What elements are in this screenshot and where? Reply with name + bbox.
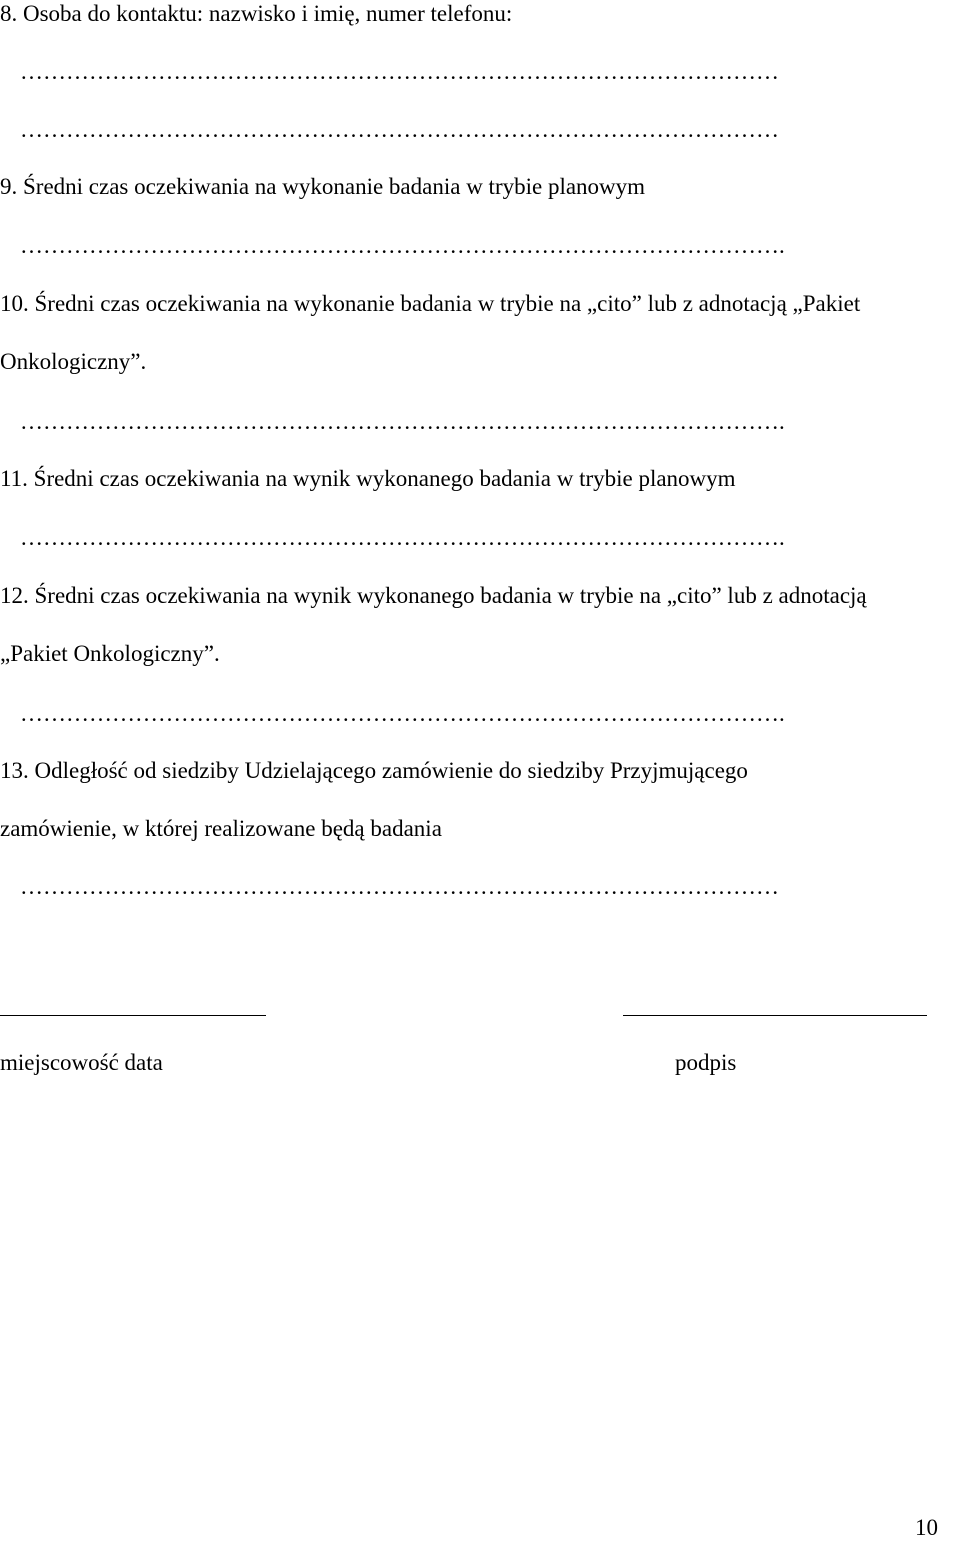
question-12-label-line-1: 12. Średni czas oczekiwania na wynik wykonanego badania w trybie na „cito” lub z adnotacją (0, 583, 867, 608)
question-11-answer-line[interactable]: ………………………………………………………………………………………. (20, 525, 785, 550)
question-13-answer-line[interactable]: ……………………………………………………………………………………… (20, 874, 779, 899)
question-9-label: 9. Średni czas oczekiwania na wykonanie badania w trybie planowym (0, 174, 646, 199)
question-13-label-line-1: 13. Odległość od siedziby Udzielającego zamówienie do siedziby Przyjmującego (0, 758, 748, 783)
question-8-label: 8. Osoba do kontaktu: nazwisko i imię, numer telefonu: (0, 1, 513, 26)
question-10-label-line-1: 10. Średni czas oczekiwania na wykonanie badania w trybie na „cito” lub z adnotacją „Pakiet (0, 291, 861, 316)
page-number: 10 (915, 1515, 938, 1540)
signature-label: podpis (675, 1050, 737, 1075)
question-13-label-line-2: zamówienie, w której realizowane będą badania (0, 816, 442, 841)
question-9-answer-line[interactable]: ………………………………………………………………………………………. (20, 233, 785, 258)
question-10-answer-line[interactable]: ………………………………………………………………………………………. (20, 409, 785, 434)
signature-line[interactable] (623, 1015, 927, 1016)
question-12-label-line-2: „Pakiet Onkologiczny”. (0, 641, 220, 666)
question-8-answer-line-1[interactable]: ……………………………………………………………………………………… (20, 59, 779, 84)
question-11-label: 11. Średni czas oczekiwania na wynik wykonanego badania w trybie planowym (0, 466, 736, 491)
question-8-answer-line-2[interactable]: ……………………………………………………………………………………… (20, 117, 779, 142)
place-date-signature-line[interactable] (0, 1015, 266, 1016)
place-date-label: miejscowość data (0, 1050, 163, 1075)
question-10-label-line-2: Onkologiczny”. (0, 349, 147, 374)
question-12-answer-line[interactable]: ………………………………………………………………………………………. (20, 701, 785, 726)
